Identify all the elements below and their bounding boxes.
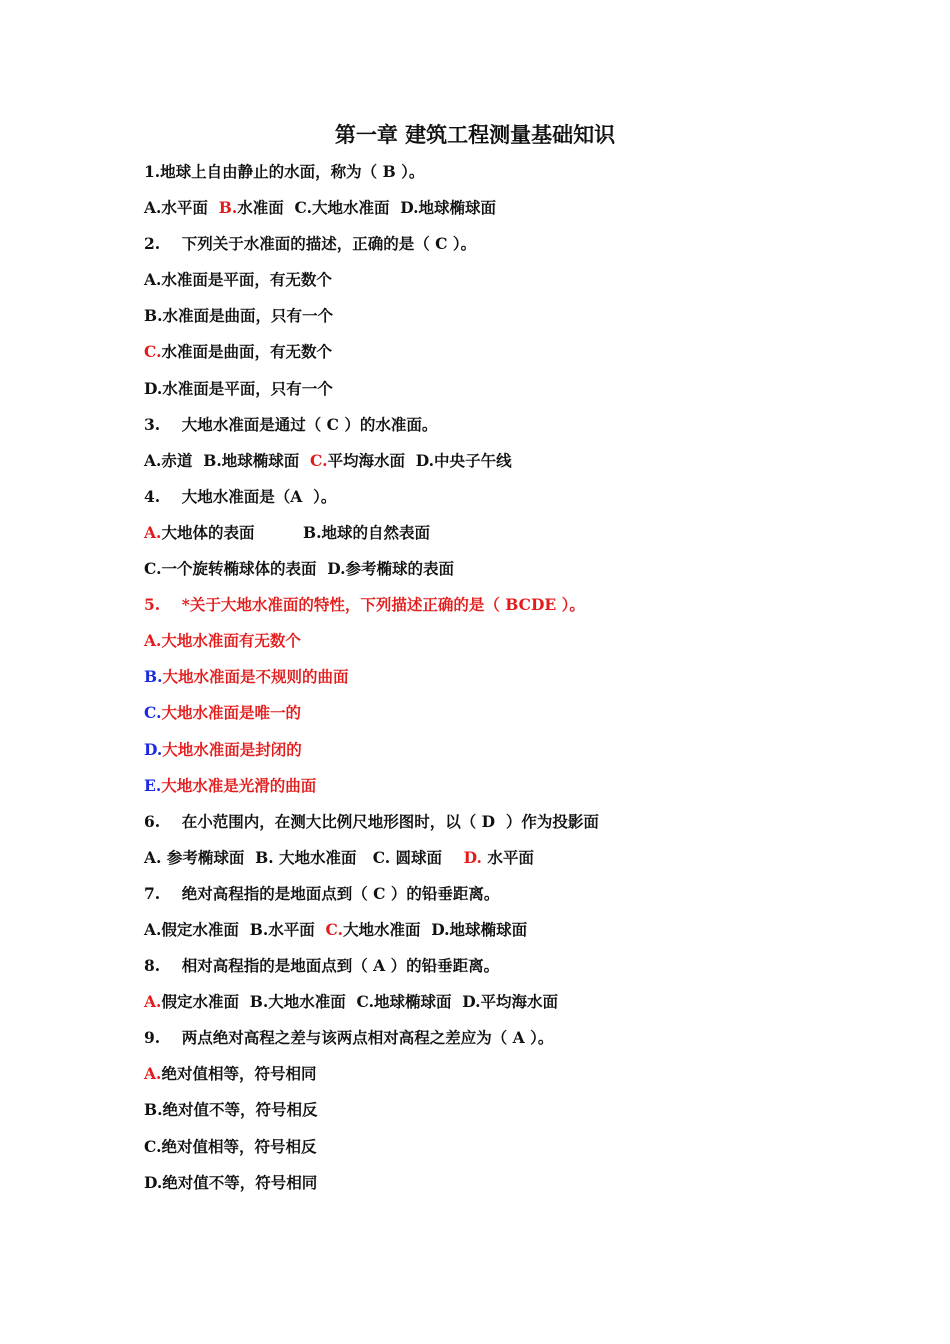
text-line (144, 1094, 864, 1130)
text-segment: 大地水准是光滑的曲面 (161, 775, 317, 795)
text-segment: B. (144, 667, 163, 687)
text-segment: C.绝对值相等，符号相反 (144, 1136, 317, 1156)
text-segment: B.绝对值不等，符号相反 (144, 1100, 318, 1120)
text-line (144, 228, 864, 264)
text-segment: 大地水准面是封闭的 (162, 739, 302, 759)
text-segment: 9. 两点绝对高程之差与该两点相对高程之差应为（ A ）。 (144, 1028, 554, 1048)
text-line (144, 1022, 864, 1058)
text-segment: 4. 大地水准面是（A ）。 (144, 486, 337, 506)
text-line (144, 734, 864, 770)
text-line (144, 950, 864, 986)
text-segment: 假定水准面 B.大地水准面 C.地球椭球面 D.平均海水面 (161, 992, 559, 1012)
text-segment: 7. 绝对高程指的是地面点到（ C ）的铅垂距离。 (144, 883, 500, 903)
text-segment: C. (144, 342, 162, 362)
text-segment: A.假定水准面 B.水平面 (144, 919, 326, 939)
text-segment: C.一个旋转椭球体的表面 D.参考椭球的表面 (144, 559, 455, 579)
text-line (144, 625, 864, 661)
text-segment: C. (310, 450, 328, 470)
text-line (144, 192, 864, 228)
text-line (144, 842, 864, 878)
chapter-title: 第一章 建筑工程测量基础知识 (334, 122, 616, 147)
text-line (144, 481, 864, 517)
text-segment: 大地水准面是不规则的曲面 (162, 667, 349, 687)
text-segment: 绝对值相等，符号相同 (161, 1064, 317, 1084)
text-segment: 水准面 C.大地水准面 D.地球椭球面 (237, 198, 497, 218)
text-line (144, 806, 864, 842)
text-segment: 6. 在小范围内，在测大比例尺地形图时，以（ D ）作为投影面 (144, 811, 599, 831)
text-segment: 5. *关于大地水准面的特性，下列描述正确的是（ BCDE ）。 (144, 595, 585, 615)
text-segment: 8. 相对高程指的是地面点到（ A ）的铅垂距离。 (144, 956, 500, 976)
text-segment: A.水准面是平面，有无数个 (144, 270, 332, 290)
text-line (144, 336, 864, 372)
question-list (144, 156, 864, 1203)
text-segment: 水准面是曲面，有无数个 (161, 342, 332, 362)
text-segment: 平均海水面 D.中央子午线 (327, 450, 512, 470)
text-line (144, 589, 864, 625)
text-segment: C. (144, 703, 162, 723)
text-segment: B. (218, 198, 238, 218)
text-segment: D. (463, 847, 482, 867)
text-line (144, 553, 864, 589)
text-line (144, 914, 864, 950)
text-segment: D. (144, 739, 163, 759)
text-segment: 大地体的表面 B.地球的自然表面 (161, 522, 431, 542)
text-line (144, 517, 864, 553)
text-segment: 水平面 (481, 847, 534, 867)
text-segment: D.绝对值不等，符号相同 (144, 1172, 318, 1192)
text-line (144, 264, 864, 300)
text-segment: A. (144, 1064, 162, 1084)
text-segment: 大地水准面是唯一的 (161, 703, 301, 723)
text-segment: E. (144, 775, 162, 795)
text-segment: C. (325, 919, 343, 939)
text-segment: 3. 大地水准面是通过（ C ）的水准面。 (144, 414, 438, 434)
text-line (144, 409, 864, 445)
text-line (144, 986, 864, 1022)
text-segment: A. (144, 992, 162, 1012)
text-line (144, 300, 864, 336)
text-line (144, 156, 864, 192)
text-line (144, 1058, 864, 1094)
text-segment: A.赤道 B.地球椭球面 (144, 450, 311, 470)
text-segment: A.水平面 (144, 198, 219, 218)
text-line (144, 878, 864, 914)
text-segment: D.水准面是平面，只有一个 (144, 378, 333, 398)
text-segment: 2. 下列关于水准面的描述，正确的是（ C ）。 (144, 234, 477, 254)
text-segment: A. 参考椭球面 B. 大地水准面 C. 圆球面 (144, 847, 464, 867)
text-segment: 1.地球上自由静止的水面，称为（ B ）。 (144, 162, 425, 181)
text-segment: 大地水准面 D.地球椭球面 (342, 919, 528, 939)
text-line (144, 770, 864, 806)
text-segment: A. (144, 522, 162, 542)
text-line (144, 1167, 864, 1203)
text-line (144, 373, 864, 409)
text-line (144, 445, 864, 481)
text-segment: A.大地水准面有无数个 (144, 631, 301, 651)
text-line (144, 1131, 864, 1167)
text-line (144, 697, 864, 733)
text-segment: B.水准面是曲面，只有一个 (144, 306, 333, 326)
text-line (144, 661, 864, 697)
